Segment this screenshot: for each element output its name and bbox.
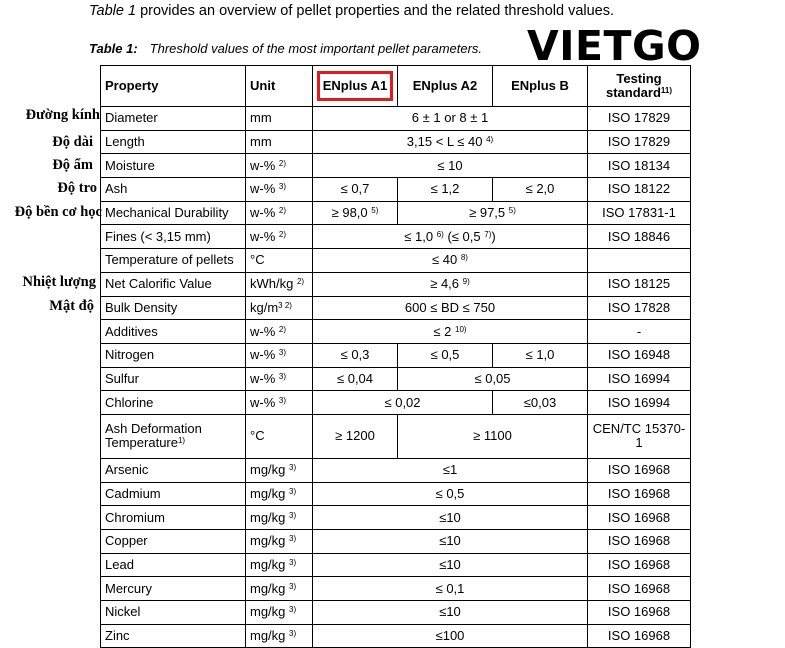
cell-property: Net Calorific Value: [101, 272, 246, 296]
table-row: [101, 414, 691, 458]
cell-standard: ISO 16968: [588, 506, 691, 530]
cell-property: Additives: [101, 320, 246, 344]
cell-value: ≤ 0,5: [313, 482, 588, 506]
cell-standard: -: [588, 320, 691, 344]
cell-property: Arsenic: [101, 458, 246, 482]
table-caption: Table 1: Threshold values of the most important pellet parameters.: [89, 41, 483, 56]
cell-value: ≤10: [313, 530, 588, 554]
cell-standard: ISO 17828: [588, 296, 691, 320]
pellet-threshold-table: [100, 65, 691, 648]
table-header-row: [101, 66, 691, 107]
cell-unit: kWh/kg $^{2)}$: [246, 272, 313, 296]
cell-a1-a2: ≤ 0,02: [313, 391, 493, 415]
cell-a1: ≥ 1200: [313, 414, 398, 458]
cell-a1: ≥ 98,0 $^{5)}$: [313, 201, 398, 225]
cell-value: ≥ 4,6 $^{9)}$: [313, 272, 588, 296]
cell-a2: ≤ 0,5: [398, 343, 493, 367]
cell-standard: ISO 17831-1: [588, 201, 691, 225]
cell-a2-b: ≤ 0,05: [398, 367, 588, 391]
cell-unit: mm: [246, 130, 313, 154]
cell-standard: ISO 17829: [588, 130, 691, 154]
side-label-ash: Độ tro: [57, 180, 97, 196]
cell-standard: ISO 16968: [588, 553, 691, 577]
cell-b: ≤0,03: [493, 391, 588, 415]
cell-value: ≤100: [313, 624, 588, 648]
cell-property: Sulfur: [101, 367, 246, 391]
cell-unit: mg/kg $^{3)}$: [246, 577, 313, 601]
intro-text: Table 1 provides an overview of pellet properties and the related threshold values.: [89, 3, 615, 19]
cell-value: ≤10: [313, 506, 588, 530]
cell-value: ≤ 0,1: [313, 577, 588, 601]
cell-property: Fines (< 3,15 mm): [101, 225, 246, 249]
table-row: [101, 154, 691, 178]
cell-standard: ISO 16968: [588, 530, 691, 554]
cell-unit: mg/kg $^{3)}$: [246, 458, 313, 482]
cell-property: Cadmium: [101, 482, 246, 506]
cell-standard: ISO 18846: [588, 225, 691, 249]
cell-standard: ISO 16948: [588, 343, 691, 367]
cell-property: Chlorine: [101, 391, 246, 415]
cell-standard: ISO 16968: [588, 577, 691, 601]
header-property: Property: [101, 66, 246, 107]
cell-property: Nitrogen: [101, 343, 246, 367]
table-row: [101, 482, 691, 506]
table-row: [101, 296, 691, 320]
header-enplus-b: ENplus B: [493, 66, 588, 107]
cell-a1: ≤ 0,7: [313, 178, 398, 202]
cell-value: ≤ 1,0 $^{6)}$ (≤ 0,5 $^{7)}$): [313, 225, 588, 249]
cell-unit: °C: [246, 249, 313, 273]
cell-property: Zinc: [101, 624, 246, 648]
table-row: [101, 601, 691, 625]
cell-value: ≤1: [313, 458, 588, 482]
cell-unit: mg/kg $^{3)}$: [246, 530, 313, 554]
cell-property: Chromium: [101, 506, 246, 530]
cell-property: Diameter: [101, 107, 246, 131]
cell-a1: ≤ 0,04: [313, 367, 398, 391]
table-row: [101, 367, 691, 391]
cell-property: Bulk Density: [101, 296, 246, 320]
side-label-density: Mật độ: [49, 298, 94, 314]
cell-b: ≤ 1,0: [493, 343, 588, 367]
cell-property: Temperature of pellets: [101, 249, 246, 273]
cell-unit: w-% $^{2)}$: [246, 320, 313, 344]
header-testing-standard: Testing standard$^{11)}$: [588, 66, 691, 107]
cell-unit: w-% $^{2)}$: [246, 201, 313, 225]
cell-unit: mg/kg $^{3)}$: [246, 624, 313, 648]
cell-unit: w-% $^{2)}$: [246, 225, 313, 249]
table-row: [101, 249, 691, 273]
highlight-box: ENplus A1: [317, 71, 394, 101]
header-unit: Unit: [246, 66, 313, 107]
cell-standard: ISO 17829: [588, 107, 691, 131]
header-enplus-a2: ENplus A2: [398, 66, 493, 107]
table-row: [101, 506, 691, 530]
cell-value: ≤10: [313, 553, 588, 577]
cell-property: Lead: [101, 553, 246, 577]
cell-value: ≤ 40 $^{8)}$: [313, 249, 588, 273]
cell-unit: w-% $^{3)}$: [246, 178, 313, 202]
cell-property: Length: [101, 130, 246, 154]
cell-a2-b: ≥ 1100: [398, 414, 588, 458]
table-row: [101, 458, 691, 482]
table-row: [101, 272, 691, 296]
cell-b: ≤ 2,0: [493, 178, 588, 202]
table-row: [101, 225, 691, 249]
cell-unit: °C: [246, 414, 313, 458]
cell-unit: $kg/m^{3 2)}$: [246, 296, 313, 320]
cell-standard: ISO 16968: [588, 458, 691, 482]
table-row: [101, 577, 691, 601]
cell-unit: w-% $^{3)}$: [246, 343, 313, 367]
table-row: [101, 530, 691, 554]
cell-standard: [588, 249, 691, 273]
header-enplus-a1: [313, 66, 398, 107]
cell-unit: w-% $^{3)}$: [246, 391, 313, 415]
cell-standard: ISO 16994: [588, 367, 691, 391]
table-row: [101, 343, 691, 367]
cell-standard: ISO 18125: [588, 272, 691, 296]
cell-standard: CEN/TC 15370-1: [588, 414, 691, 458]
side-label-length: Độ dài: [52, 134, 93, 150]
side-label-diameter: Đường kính: [25, 107, 100, 123]
cell-unit: mg/kg $^{3)}$: [246, 553, 313, 577]
cell-unit: mm: [246, 107, 313, 131]
cell-standard: ISO 16994: [588, 391, 691, 415]
cell-unit: mg/kg $^{3)}$: [246, 506, 313, 530]
cell-value: 3,15 < L ≤ 40 $^{4)}$: [313, 130, 588, 154]
table-row: [101, 107, 691, 131]
cell-value: ≤ 2 $^{10)}$: [313, 320, 588, 344]
cell-standard: ISO 18134: [588, 154, 691, 178]
table-row: [101, 553, 691, 577]
cell-value: 600 ≤ BD ≤ 750: [313, 296, 588, 320]
cell-unit: w-% $^{3)}$: [246, 367, 313, 391]
table-row: [101, 624, 691, 648]
cell-property: Copper: [101, 530, 246, 554]
table-row: [101, 320, 691, 344]
cell-property: Mercury: [101, 577, 246, 601]
cell-a2-b: ≥ 97,5 $^{5)}$: [398, 201, 588, 225]
cell-a1: ≤ 0,3: [313, 343, 398, 367]
table-row: [101, 130, 691, 154]
cell-property: Mechanical Durability: [101, 201, 246, 225]
cell-value: ≤10: [313, 601, 588, 625]
cell-unit: mg/kg $^{3)}$: [246, 601, 313, 625]
cell-property: Nickel: [101, 601, 246, 625]
cell-standard: ISO 16968: [588, 601, 691, 625]
side-label-moisture: Độ ẩm: [52, 157, 93, 173]
cell-value: 6 ± 1 or 8 ± 1: [313, 107, 588, 131]
cell-unit: mg/kg $^{3)}$: [246, 482, 313, 506]
cell-unit: w-% $^{2)}$: [246, 154, 313, 178]
cell-value: ≤ 10: [313, 154, 588, 178]
cell-standard: ISO 16968: [588, 624, 691, 648]
table-row: [101, 391, 691, 415]
cell-standard: ISO 16968: [588, 482, 691, 506]
side-label-calorific: Nhiệt lượng: [22, 274, 96, 290]
cell-property: Ash: [101, 178, 246, 202]
side-label-durability: Độ bền cơ học: [14, 204, 102, 220]
cell-standard: ISO 18122: [588, 178, 691, 202]
cell-property: Ash Deformation Temperature$^{1)}$: [101, 414, 246, 458]
cell-property: Moisture: [101, 154, 246, 178]
table-row: [101, 201, 691, 225]
table-row: [101, 178, 691, 202]
cell-a2: ≤ 1,2: [398, 178, 493, 202]
vietgo-logo: VIETGO: [527, 22, 702, 70]
